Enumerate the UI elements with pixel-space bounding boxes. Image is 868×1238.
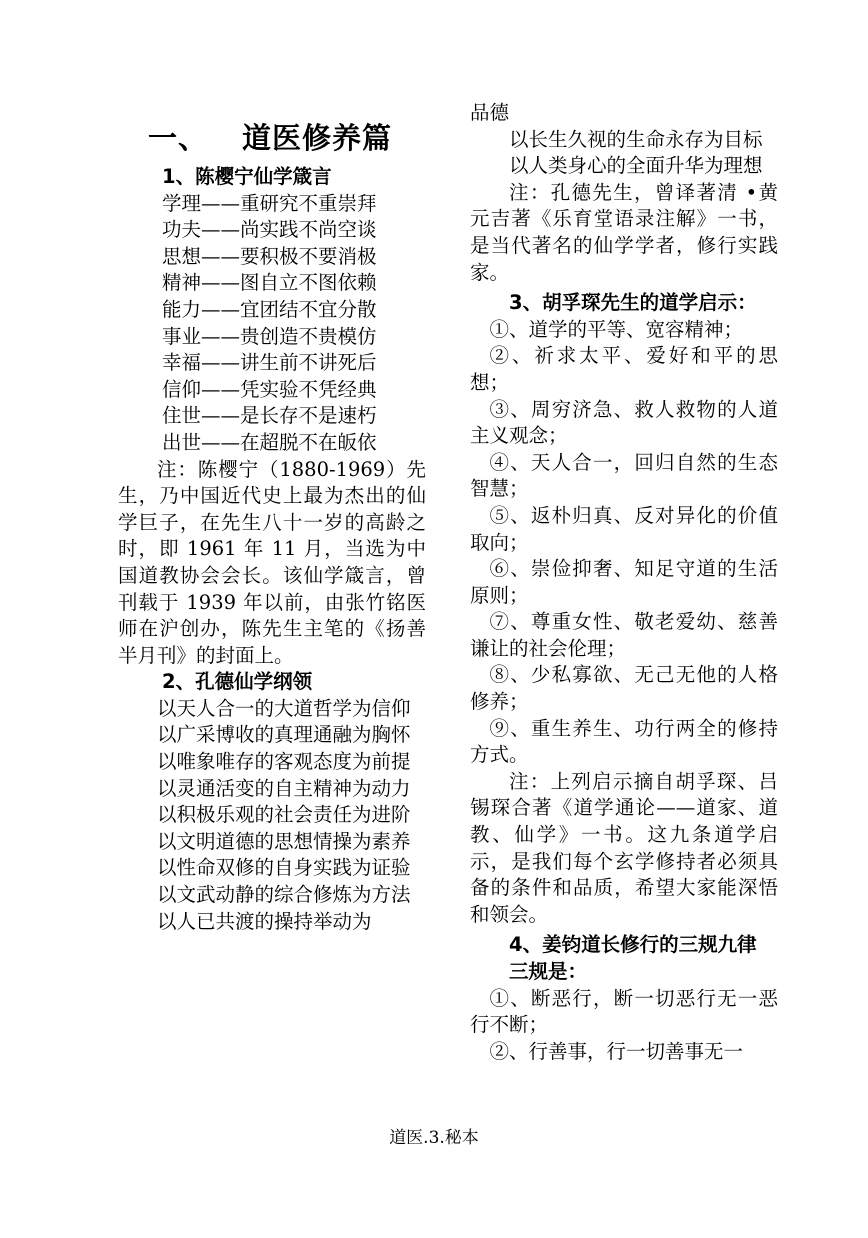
note-paragraph-3: 注：上列启示摘自胡孚琛、吕锡琛合著《道学通论——道家、道教、仙学》一书。这九条道学启示，是我们每个玄学修持者必须具备的条件和品质，希望大家能深悟和领会。 (470, 769, 778, 926)
insight-item: ⑥、崇俭抑奢、知足守道的生活原则； (470, 557, 778, 607)
chapter-number: 一、 (148, 121, 209, 155)
maxim-line: 事业——贵创造不贵模仿 (162, 324, 377, 348)
program-item: 以文明道德的思想情操为素养 (157, 829, 411, 853)
rule-item: ②、行善事，行一切善事无一 (489, 1039, 744, 1063)
insight-item: ②、祈求太平、爱好和平的思想； (470, 344, 778, 394)
note-paragraph-1: 注：陈樱宁（1880-1969）先生，乃中国近代史上最为杰出的仙学巨子，在先生八十一岁的高龄之时，即 1961 年 11 月，当选为中国道教协会会长。该仙学箴言，曾刊载于 1939 年以前，由张竹铭医师在沪创办，陈先生主笔的《扬善半月刊》的封面上。 (118, 457, 426, 667)
section-heading-4: 4、姜钧道长修行的三规九律 (509, 933, 757, 957)
maxim-line: 幸福——讲生前不讲死后 (162, 351, 377, 375)
maxim-line: 住世——是长存不是速朽 (162, 404, 377, 428)
insight-item: ④、天人合一，回归自然的生态智慧； (470, 450, 778, 501)
insight-item: ⑤、返朴归真、反对异化的价值取向； (470, 503, 778, 554)
program-item: 以广采博收的真理通融为胸怀 (157, 723, 411, 747)
program-item: 以人类身心的全面升华为理想 (509, 154, 763, 178)
insight-item: ③、周穷济急、救人救物的人道主义观念； (470, 397, 778, 448)
program-item: 以灵通活变的自主精神为动力 (157, 776, 411, 800)
chapter-title (148, 118, 426, 158)
section-heading-1: 1、陈樱宁仙学箴言 (162, 165, 332, 188)
insight-item: ⑦、尊重女性、敬老爱幼、慈善谦让的社会伦理； (470, 610, 778, 660)
insight-item: ⑧、少私寡欲、无己无他的人格修养； (470, 663, 778, 714)
insight-item: ⑨、重生养生、功行两全的修持方式。 (470, 716, 778, 767)
section-heading-3: 3、胡孚琛先生的道学启示： (509, 291, 757, 315)
rule-item: ①、断恶行，断一切恶行无一恶行不断； (470, 986, 778, 1037)
program-item: 以天人合一的大道哲学为信仰 (157, 696, 411, 720)
right-column (470, 100, 778, 1065)
left-column (118, 100, 426, 935)
note-paragraph-2: 注：孔德先生，曾译著清 •黄元吉著《乐育堂语录注解》一书，是当代著名的仙学学者，修行实践家。 (470, 180, 778, 284)
program-item: 以积极乐观的社会责任为进阶 (157, 803, 411, 827)
maxim-line: 精神——图自立不图依赖 (162, 271, 377, 295)
program-item: 以性命双修的自身实践为证验 (157, 856, 411, 880)
maxim-line: 学理——重研究不重崇拜 (162, 191, 377, 215)
page-footer: 道医.3.秘本 (389, 1128, 479, 1148)
program-item: 以文武动静的综合修炼为方法 (157, 883, 411, 907)
program-item: 以唯象唯存的客观态度为前提 (157, 750, 411, 774)
maxim-line: 信仰——凭实验不凭经典 (162, 377, 377, 401)
section-heading-2: 2、孔德仙学纲领 (162, 670, 313, 694)
maxims-list (118, 191, 426, 457)
continued-text: 品德 (470, 101, 510, 124)
maxim-line: 出世——在超脱不在皈依 (162, 430, 377, 454)
program-item: 以长生久视的生命永存为目标 (509, 127, 763, 151)
insight-item: ①、道学的平等、宽容精神； (489, 317, 744, 341)
maxim-line: 功夫——尚实践不尚空谈 (162, 218, 377, 242)
maxim-line: 思想——要积极不要消极 (162, 244, 377, 268)
maxim-line: 能力——宜团结不宜分散 (162, 297, 377, 321)
program-item: 以人已共渡的操持举动为 (157, 909, 372, 933)
chapter-title-text: 道医修养篇 (242, 121, 393, 155)
subheading-three-rules: 三规是： (509, 960, 588, 983)
